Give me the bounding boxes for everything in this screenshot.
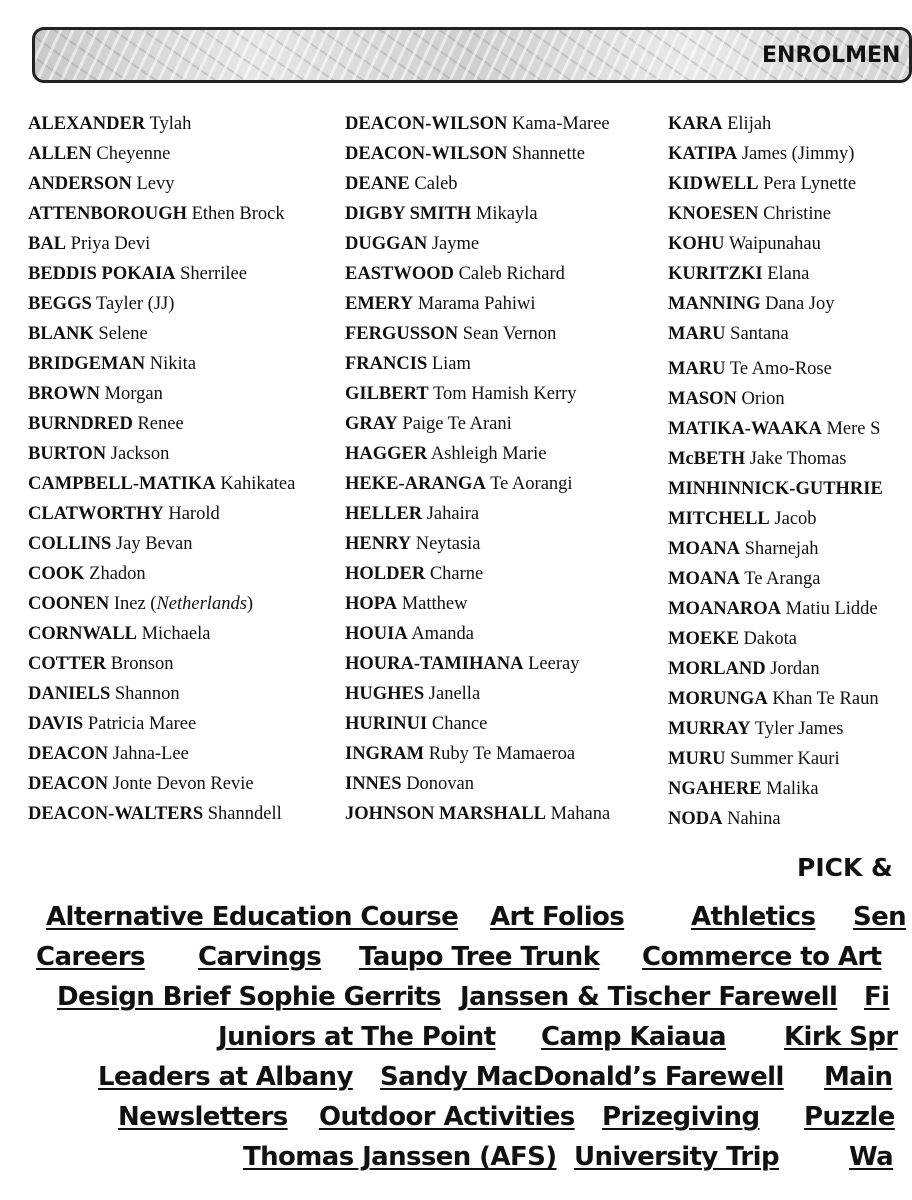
student-entry [345,440,610,470]
student-given-name: Amanda [411,624,474,644]
student-entry [28,650,295,680]
student-surname: BRIDGEMAN [28,354,146,374]
student-given-name: Tayler (JJ) [96,294,175,314]
student-entry [668,535,883,565]
student-surname: MINHINNICK-GUTHRIE [668,479,883,499]
link-university-trip[interactable]: University Trip [574,1142,779,1172]
student-entry [345,410,610,440]
link-outdoor-activities[interactable]: Outdoor Activities [319,1102,575,1132]
student-given-name: Leeray [528,654,580,674]
student-surname: McBETH [668,449,746,469]
student-given-name: Kahikatea [220,474,296,494]
student-surname: JOHNSON MARSHALL [345,804,546,824]
student-entry [28,710,295,740]
student-entry [345,320,610,350]
student-entry [28,680,295,710]
student-entry [345,260,610,290]
student-surname: CORNWALL [28,624,137,644]
student-entry [345,770,610,800]
student-given-name: Inez ( [113,594,157,614]
student-given-name: Kama-Maree [512,114,610,134]
student-entry [345,650,610,680]
student-given-name: Pera Lynette [763,174,857,194]
student-surname: HOURA-TAMIHANA [345,654,524,674]
student-entry [668,110,883,140]
student-given-name: Tom Hamish Kerry [432,384,577,404]
student-surname: BLANK [28,324,94,344]
student-entry [28,380,295,410]
student-given-name: Elana [767,264,810,284]
student-entry [668,385,883,415]
student-surname: BAL [28,234,67,254]
student-surname: DIGBY SMITH [345,204,472,224]
student-entry [28,230,295,260]
student-surname: MASON [668,389,737,409]
student-entry [28,320,295,350]
student-surname: DAVIS [28,714,84,734]
link-design-brief-sophie-gerrits[interactable]: Design Brief Sophie Gerrits [57,982,441,1012]
student-entry [345,350,610,380]
link-alternative-education-course[interactable]: Alternative Education Course [46,902,459,932]
student-entry [345,680,610,710]
link-taupo-tree-trunk[interactable]: Taupo Tree Trunk [359,942,600,972]
student-given-name: Harold [168,504,220,524]
student-surname: MITCHELL [668,509,770,529]
student-entry [668,595,883,625]
student-surname: MORLAND [668,659,766,679]
student-given-name: Khan Te Raun [772,689,879,709]
student-surname: EMERY [345,294,414,314]
student-entry [668,625,883,655]
student-entry [28,200,295,230]
student-entry [668,655,883,685]
student-given-name: Sharnejah [744,539,819,559]
student-surname: KURITZKI [668,264,763,284]
student-surname: FERGUSSON [345,324,459,344]
student-surname: DEACON [28,774,109,794]
link-fi[interactable]: Fi [864,982,890,1012]
student-surname: KIDWELL [668,174,759,194]
student-surname: HAGGER [345,444,428,464]
student-surname: MARU [668,359,726,379]
student-entry [28,140,295,170]
student-surname: ATTENBOROUGH [28,204,187,224]
student-entry [668,805,883,835]
student-surname: ALEXANDER [28,114,146,134]
student-given-name: Tyler James [754,719,844,739]
student-given-name: Cheyenne [96,144,171,164]
student-entry [28,290,295,320]
student-surname: KATIPA [668,144,738,164]
student-given-name: Jahaira [426,504,480,524]
student-entry [668,565,883,595]
student-entry [28,440,295,470]
student-entry [668,715,883,745]
student-entry [345,380,610,410]
link-commerce-to-art[interactable]: Commerce to Art [642,942,882,972]
student-surname: HELLER [345,504,423,524]
student-entry [345,560,610,590]
student-surname: EASTWOOD [345,264,454,284]
student-surname: ALLEN [28,144,92,164]
student-given-name: Chance [431,714,488,734]
link-art-folios[interactable]: Art Folios [490,902,625,932]
link-janssen-tischer-farewell[interactable]: Janssen & Tischer Farewell [460,982,838,1012]
student-entry [668,170,883,200]
student-given-name: Selene [98,324,148,344]
student-given-name: Tylah [149,114,192,134]
student-given-name: Te Aranga [744,569,821,589]
student-entry [345,500,610,530]
student-given-name: Jahna-Lee [112,744,189,764]
student-given-name: Morgan [104,384,163,404]
link-newsletters[interactable]: Newsletters [118,1102,288,1132]
student-given-name: Orion [741,389,785,409]
student-entry [668,140,883,170]
student-surname: BEGGS [28,294,92,314]
student-given-name: Mere S [826,419,881,439]
student-entry [668,355,883,385]
link-careers[interactable]: Careers [36,942,145,972]
student-column-3 [668,110,883,835]
student-entry [668,745,883,775]
pick-heading: PICK & [797,853,893,882]
student-entry [668,445,883,475]
student-entry [345,470,610,500]
student-surname: DEACON-WALTERS [28,804,204,824]
student-entry [28,530,295,560]
student-surname: MURRAY [668,719,751,739]
student-surname: DEANE [345,174,410,194]
student-surname: HURINUI [345,714,428,734]
student-given-name: Bronson [110,654,174,674]
student-surname: DANIELS [28,684,111,704]
student-entry [345,590,610,620]
student-given-name: Patricia Maree [87,714,197,734]
student-given-name: Ashleigh Marie [430,444,547,464]
student-given-name: Paige Te Arani [402,414,512,434]
student-surname: INGRAM [345,744,425,764]
student-given-name: Sherrilee [180,264,247,284]
student-entry [28,620,295,650]
student-surname: ANDERSON [28,174,132,194]
student-entry [668,320,883,350]
student-given-name: Jacob [774,509,817,529]
student-surname: GRAY [345,414,398,434]
student-entry [345,200,610,230]
link-carvings[interactable]: Carvings [198,942,322,972]
student-surname: COLLINS [28,534,112,554]
student-given-name: Donovan [406,774,475,794]
student-given-name: Marama Pahiwi [417,294,536,314]
student-given-name: Nikita [149,354,197,374]
student-entry [345,290,610,320]
student-surname: BROWN [28,384,100,404]
student-given-name: Charne [429,564,484,584]
student-surname: HEKE-ARANGA [345,474,486,494]
student-entry [668,230,883,260]
student-surname: BURNDRED [28,414,133,434]
student-given-name: Matiu Lidde [785,599,878,619]
student-given-name: Mikayla [475,204,538,224]
student-given-name: Shannette [512,144,585,164]
student-surname: KNOESEN [668,204,759,224]
link-sandy-macdonalds-farewell[interactable]: Sandy MacDonald’s Farewell [380,1062,784,1092]
student-given-name: Shannon [114,684,180,704]
student-given-name: Levy [136,174,175,194]
student-entry [668,685,883,715]
student-given-name: Neytasia [415,534,481,554]
student-surname: DEACON [28,744,109,764]
student-given-name: Caleb Richard [458,264,565,284]
student-surname: MARU [668,324,726,344]
student-entry [668,505,883,535]
student-given-name: Santana [730,324,789,344]
student-given-name: Shanndell [207,804,282,824]
student-given-name: Te Aorangi [490,474,573,494]
student-given-name: Nahina [727,809,781,829]
student-given-name: Dana Joy [765,294,835,314]
student-entry [345,740,610,770]
student-given-name: Ethen Brock [191,204,285,224]
link-juniors-at-the-point[interactable]: Juniors at The Point [218,1022,496,1052]
banner-title: ENROLMEN [762,43,901,68]
link-kirk-spr[interactable]: Kirk Spr [784,1022,898,1052]
student-entry [28,110,295,140]
student-entry [668,415,883,445]
student-given-name: Waipunahau [728,234,821,254]
link-prizegiving[interactable]: Prizegiving [602,1102,760,1132]
student-surname: BURTON [28,444,107,464]
student-entry [345,110,610,140]
student-entry [345,170,610,200]
student-entry [668,475,883,505]
student-entry [345,710,610,740]
student-given-name: Te Amo-Rose [729,359,832,379]
student-surname: HUGHES [345,684,425,704]
student-entry [345,140,610,170]
link-puzzle[interactable]: Puzzle [804,1102,895,1132]
student-surname: DEACON-WILSON [345,144,508,164]
student-entry [28,500,295,530]
student-surname: MOANA [668,569,740,589]
student-given-name: Renee [137,414,184,434]
header-banner [32,27,912,83]
student-given-name: Caleb [414,174,458,194]
student-surname: KARA [668,114,723,134]
student-given-name: Jackson [110,444,170,464]
student-surname: DEACON-WILSON [345,114,508,134]
student-entry [28,260,295,290]
student-surname: INNES [345,774,402,794]
link-main[interactable]: Main [824,1062,893,1092]
student-column-2 [345,110,610,830]
student-entry [28,770,295,800]
student-surname: COONEN [28,594,110,614]
student-entry [668,775,883,805]
student-entry [28,800,295,830]
student-surname: NODA [668,809,723,829]
student-given-name: Elijah [727,114,772,134]
student-given-name: Jonte Devon Revie [112,774,254,794]
student-surname: COOK [28,564,85,584]
link-leaders-at-albany[interactable]: Leaders at Albany [98,1062,353,1092]
student-surname: NGAHERE [668,779,762,799]
student-surname: COTTER [28,654,107,674]
student-entry [668,200,883,230]
student-surname: HENRY [345,534,412,554]
student-entry [345,620,610,650]
student-surname: CAMPBELL-MATIKA [28,474,216,494]
student-column-1 [28,110,295,830]
student-surname: CLATWORTHY [28,504,164,524]
student-given-name: Jay Bevan [115,534,193,554]
student-given-name: Zhadon [89,564,146,584]
student-given-name: James (Jimmy) [741,144,855,164]
student-given-name: Liam [431,354,471,374]
student-surname: HOLDER [345,564,426,584]
student-given-name: Malika [766,779,819,799]
link-athletics[interactable]: Athletics [691,902,816,932]
student-given-name: Michaela [141,624,211,644]
student-given-name: Christine [763,204,831,224]
student-given-name: Jake Thomas [749,449,847,469]
student-given-name: Janella [428,684,481,704]
student-entry [28,470,295,500]
student-entry [28,410,295,440]
student-entry [668,290,883,320]
student-surname: MATIKA-WAAKA [668,419,822,439]
link-thomas-janssen-afs[interactable]: Thomas Janssen (AFS) [243,1142,557,1172]
student-given-name: Sean Vernon [462,324,557,344]
student-entry [345,800,610,830]
student-surname: HOUIA [345,624,408,644]
link-wa[interactable]: Wa [849,1142,894,1172]
student-given-name: Ruby Te Mamaeroa [428,744,576,764]
student-surname: MOANAROA [668,599,782,619]
student-country-note: Netherlands [156,594,247,614]
student-given-name: Dakota [743,629,797,649]
student-given-name: Jordan [770,659,820,679]
student-note-close: ) [246,594,254,614]
student-entry [668,260,883,290]
student-surname: MOANA [668,539,740,559]
student-surname: MORUNGA [668,689,768,709]
student-surname: BEDDIS POKAIA [28,264,176,284]
student-surname: MURU [668,749,726,769]
student-given-name: Mahana [550,804,611,824]
student-given-name: Summer Kauri [730,749,840,769]
student-surname: KOHU [668,234,725,254]
student-entry [28,170,295,200]
student-surname: GILBERT [345,384,429,404]
student-entry [345,230,610,260]
student-surname: MANNING [668,294,761,314]
student-surname: HOPA [345,594,398,614]
student-given-name: Jayme [431,234,480,254]
student-entry [28,350,295,380]
link-sen[interactable]: Sen [853,902,907,932]
link-camp-kaiaua[interactable]: Camp Kaiaua [541,1022,726,1052]
student-entry [28,590,295,620]
student-surname: DUGGAN [345,234,428,254]
student-given-name: Matthew [401,594,468,614]
student-entry [28,560,295,590]
student-surname: FRANCIS [345,354,428,374]
student-given-name: Priya Devi [70,234,151,254]
student-entry [28,740,295,770]
student-entry [345,530,610,560]
student-surname: MOEKE [668,629,739,649]
